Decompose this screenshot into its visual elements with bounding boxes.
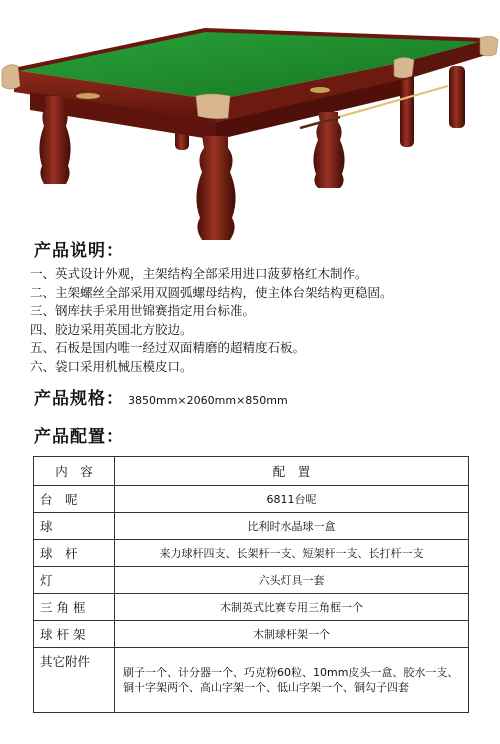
config-header-row	[34, 457, 469, 486]
config-title: 产品配置：	[34, 427, 124, 447]
config-value: 木制英式比赛专用三角框一个	[115, 594, 469, 621]
description-item: 五、石板是国内唯一经过双面精磨的超精度石板。	[30, 340, 306, 356]
table-row	[34, 486, 469, 513]
config-value: 比利时水晶球一盒	[115, 513, 469, 540]
config-value: 六头灯具一套	[115, 567, 469, 594]
description-item: 三、钢库扶手采用世锦赛指定用台标准。	[30, 303, 256, 319]
spec-value: 3850mm×2060mm×850mm	[128, 394, 288, 407]
config-key: 球 杆 架	[34, 621, 115, 648]
description-list	[30, 265, 393, 377]
config-key: 球 杆	[34, 540, 115, 567]
table-row	[34, 594, 469, 621]
spec-title: 产品规格：	[34, 389, 124, 409]
config-key: 三 角 框	[34, 594, 115, 621]
config-key: 球	[34, 513, 115, 540]
config-value: 来力球杆四支、长架杆一支、短架杆一支、长打杆一支	[115, 540, 469, 567]
config-value: 刷子一个、计分器一个、巧克粉60粒、10mm皮头一盒、胶水一支、铜十字架两个、高山字架一个、低山字架一个、铜勾子四套	[115, 648, 469, 713]
config-value: 木制球杆架一个	[115, 621, 469, 648]
config-header-config: 配 置	[115, 457, 469, 486]
config-value: 6811台呢	[115, 486, 469, 513]
table-row	[34, 513, 469, 540]
config-key: 其它附件	[34, 648, 115, 713]
description-item: 二、主架螺丝全部采用双圆弧螺母结构，使主体台架结构更稳固。	[30, 284, 393, 300]
config-key: 台 呢	[34, 486, 115, 513]
config-table	[33, 456, 469, 713]
description-title: 产品说明：	[34, 241, 124, 261]
table-row	[34, 540, 469, 567]
description-item: 四、胶边采用英国北方胶边。	[30, 321, 193, 337]
description-item: 六、袋口采用机械压模皮口。	[30, 358, 193, 374]
description-item: 一、英式设计外观，主架结构全部采用进口菠萝格红木制作。	[30, 266, 368, 281]
spec-row	[34, 384, 288, 408]
snooker-table-image	[0, 0, 500, 245]
config-header-content: 内 容	[34, 457, 115, 486]
table-row	[34, 567, 469, 594]
table-row	[34, 648, 469, 713]
config-key: 灯	[34, 567, 115, 594]
table-row	[34, 621, 469, 648]
